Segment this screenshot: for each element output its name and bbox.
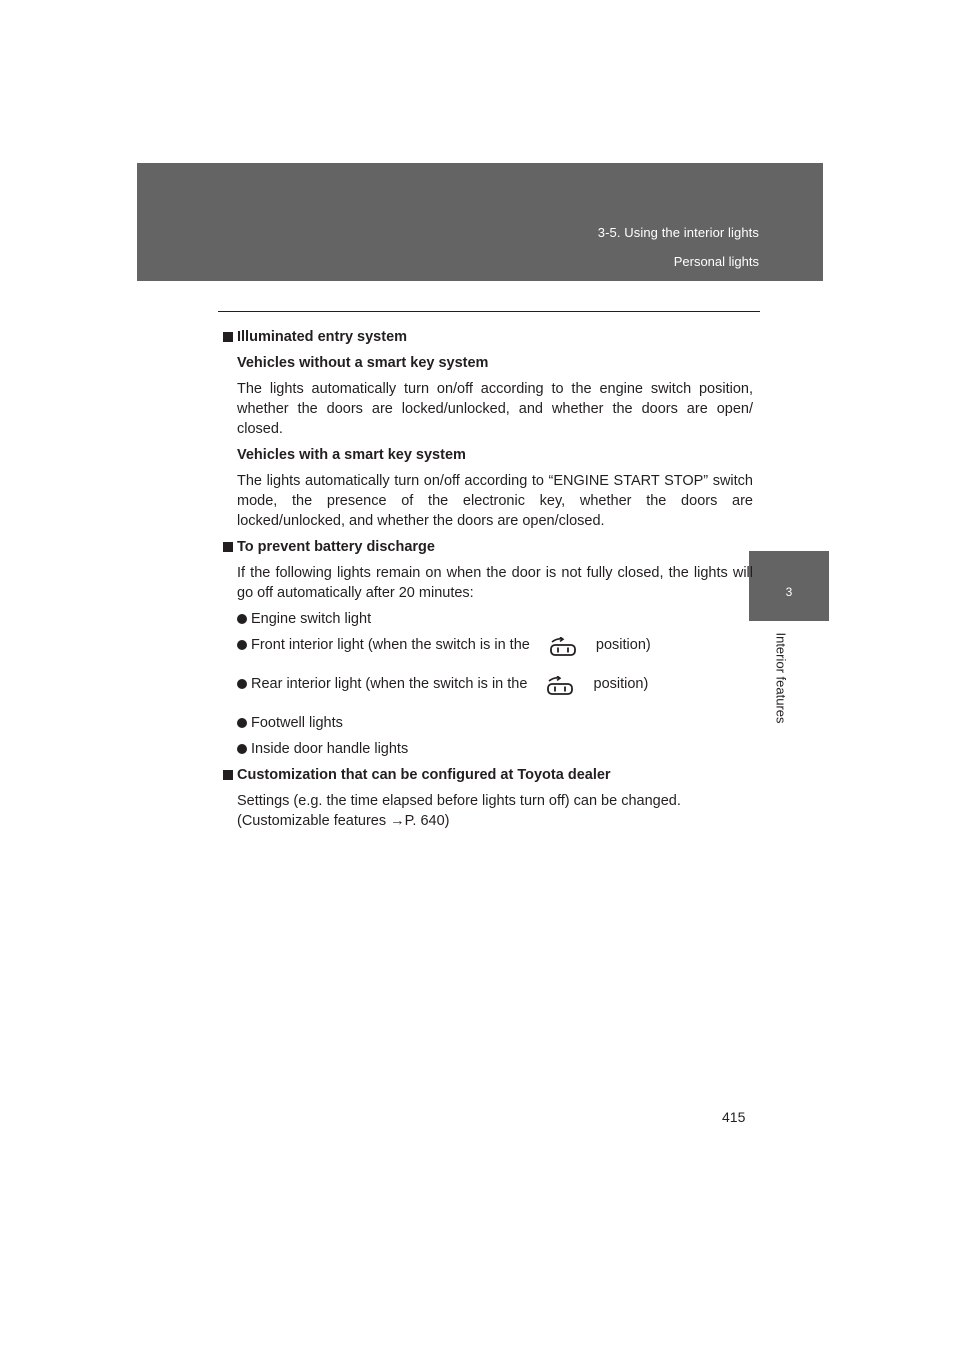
list-item: Rear interior light (when the switch is in the position) <box>237 674 753 707</box>
chapter-label <box>771 622 791 734</box>
list-item: Inside door handle lights <box>237 739 753 759</box>
section-title: 3-5. Using the interior lights <box>597 225 759 240</box>
circle-bullet-icon <box>237 679 247 689</box>
heading-battery-discharge: To prevent battery discharge <box>223 537 753 557</box>
door-position-icon <box>545 676 575 704</box>
circle-bullet-icon <box>237 640 247 650</box>
arrow-right-icon: → <box>390 813 405 829</box>
paragraph-with-smart-key: The lights automatically turn on/off according to “ENGINE START STOP” switch mode, the presence of the electronic key, whether the doors are locked/unlocked, and whether the doors are open/closed. <box>237 473 753 529</box>
circle-bullet-icon <box>237 744 247 754</box>
list-item: Footwell lights <box>237 713 753 733</box>
page-header <box>137 163 823 281</box>
heading-customization: Customization that can be configured at Toyota dealer <box>223 765 753 785</box>
subheading-with-smart-key: Vehicles with a smart key system <box>237 447 466 463</box>
door-position-icon <box>548 637 578 665</box>
customization-body <box>223 791 753 831</box>
customization-line-1: Settings (e.g. the time elapsed before lights turn off) can be changed. <box>237 793 681 809</box>
square-bullet-icon <box>223 542 233 552</box>
subheading-without-smart-key: Vehicles without a smart key system <box>237 355 489 371</box>
square-bullet-icon <box>223 770 233 780</box>
paragraph-without-smart-key: The lights automatically turn on/off according to the engine switch position, whether the doors are locked/unlocked, and whether the doors are open/ closed. <box>237 381 753 437</box>
chapter-label-text: Interior features <box>773 632 789 724</box>
heading-illuminated-entry: Illuminated entry system <box>223 327 753 347</box>
list-item: Engine switch light <box>237 609 753 629</box>
chapter-number: 3 <box>785 585 793 599</box>
page-content <box>223 327 753 831</box>
circle-bullet-icon <box>237 718 247 728</box>
header-rule <box>218 311 760 312</box>
chapter-tab <box>749 551 829 621</box>
subsection-title: Personal lights <box>673 254 759 269</box>
page-number: 415 <box>722 1109 746 1125</box>
illuminated-entry-body <box>223 353 753 531</box>
page-reference-link[interactable]: P. 640) <box>404 813 450 829</box>
paragraph-battery-discharge: If the following lights remain on when the door is not fully closed, the lights will go off automatically after 20 minutes: <box>237 565 753 601</box>
circle-bullet-icon <box>237 614 247 624</box>
list-item: Front interior light (when the switch is in the position) <box>237 635 753 668</box>
square-bullet-icon <box>223 332 233 342</box>
customization-line-2: (Customizable features →P. 640) <box>237 813 450 829</box>
battery-discharge-body <box>223 563 753 759</box>
